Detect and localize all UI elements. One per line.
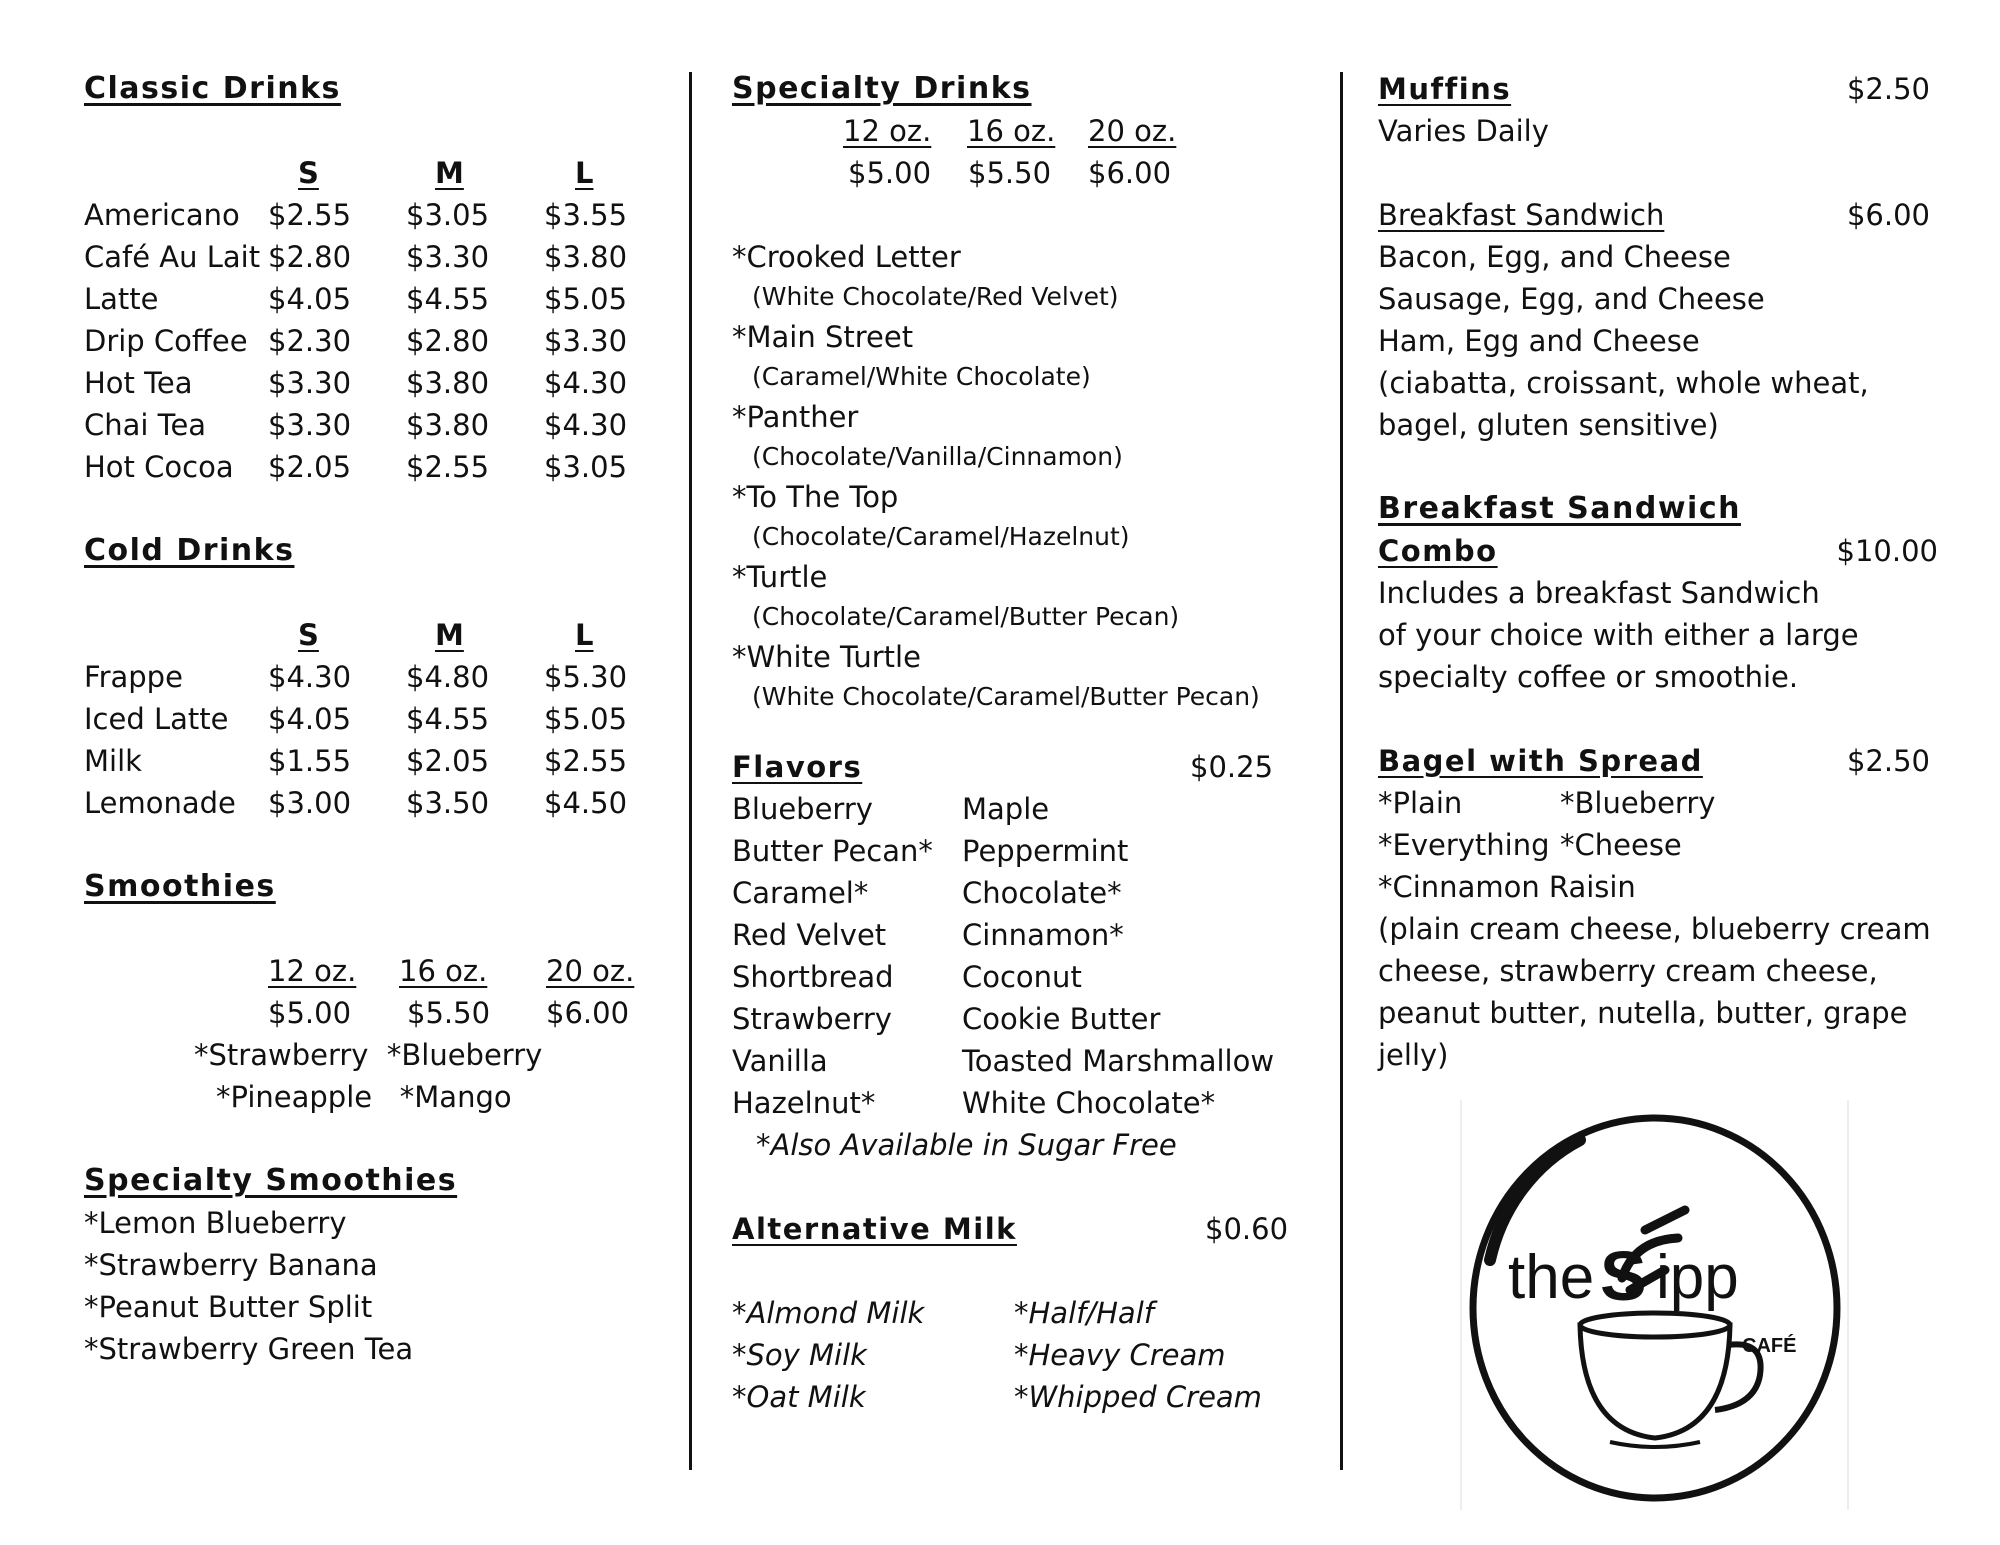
- classic-drink-row: [84, 446, 644, 488]
- size-m: M: [435, 156, 464, 190]
- alt-milk-row: [732, 1292, 1312, 1334]
- column-divider-left: [689, 72, 692, 1470]
- alt-milk-item: *Soy Milk: [732, 1338, 867, 1372]
- classic-drink-row: [84, 404, 644, 446]
- muffins-header: [1378, 68, 1938, 110]
- classic-drink-price-l: $3.80: [544, 240, 628, 274]
- specialty-drink-desc: (White Chocolate/Red Velvet): [752, 282, 1119, 311]
- smoothies-heading: Smoothies: [84, 869, 276, 904]
- bagel-option: *Everything: [1378, 828, 1550, 862]
- specialty-smoothie-item: *Strawberry Banana: [84, 1248, 378, 1282]
- classic-drink-name: Hot Cocoa: [84, 450, 234, 484]
- classic-drink-price-m: $2.55: [406, 450, 490, 484]
- flavor-item: White Chocolate*: [962, 1086, 1216, 1120]
- cold-drink-row: [84, 698, 644, 740]
- specialty-size-16: 16 oz.: [967, 114, 1056, 148]
- flavors-price: $0.25: [1190, 750, 1274, 784]
- smoothie-price-16: $5.50: [407, 996, 491, 1030]
- combo-heading-line1: Breakfast Sandwich: [1378, 491, 1741, 526]
- svg-text:S: S: [1600, 1237, 1647, 1315]
- classic-drink-price-m: $2.80: [406, 324, 490, 358]
- cold-drink-row: [84, 740, 644, 782]
- column-food: [1378, 68, 1938, 1076]
- classic-drink-price-m: $3.80: [406, 408, 490, 442]
- cold-drink-price-l: $4.50: [544, 786, 628, 820]
- flavor-item: Vanilla: [732, 1044, 828, 1078]
- sandwich-line: Bacon, Egg, and Cheese: [1378, 240, 1731, 274]
- cold-drinks-heading: Cold Drinks: [84, 533, 295, 568]
- specialty-drink-name: *Turtle: [732, 560, 828, 594]
- flavor-row: [732, 1082, 1312, 1124]
- flavor-row: [732, 872, 1312, 914]
- classic-drink-price-s: $2.05: [268, 450, 352, 484]
- bagel-option: *Cinnamon Raisin: [1378, 870, 1636, 904]
- specialty-drink-name: *Panther: [732, 400, 859, 434]
- classic-drink-price-s: $2.30: [268, 324, 352, 358]
- flavor-item: Cookie Butter: [962, 1002, 1161, 1036]
- breakfast-sandwich-heading: Breakfast Sandwich: [1378, 198, 1665, 232]
- specialty-prices: [732, 152, 1312, 194]
- bagel-spread-line: (plain cream cheese, blueberry cream: [1378, 912, 1931, 946]
- flavors-header: [732, 746, 1312, 788]
- classic-drink-price-s: $3.30: [268, 408, 352, 442]
- the-sipp-cafe-logo: [1460, 1100, 1850, 1510]
- cold-drink-price-s: $3.00: [268, 786, 352, 820]
- classic-drink-price-s: $4.05: [268, 282, 352, 316]
- bagel-price: $2.50: [1846, 744, 1930, 778]
- breakfast-sandwich-price: $6.00: [1846, 198, 1930, 232]
- specialty-smoothie-item: *Lemon Blueberry: [84, 1206, 347, 1240]
- classic-drink-name: Café Au Lait: [84, 240, 261, 274]
- alt-milk-header: [732, 1208, 1312, 1250]
- smoothie-size-12: 12 oz.: [268, 954, 357, 988]
- cold-drink-price-l: $5.30: [544, 660, 628, 694]
- sandwich-line: (ciabatta, croissant, whole wheat,: [1378, 366, 1869, 400]
- flavor-item: Strawberry: [732, 1002, 892, 1036]
- specialty-drink-name: *Crooked Letter: [732, 240, 961, 274]
- size-l: L: [575, 618, 594, 652]
- combo-line: specialty coffee or smoothie.: [1378, 660, 1799, 694]
- classic-drinks-heading: Classic Drinks: [84, 71, 341, 106]
- specialty-drink-desc: (Chocolate/Vanilla/Cinnamon): [752, 442, 1123, 471]
- bagel-heading: Bagel with Spread: [1378, 744, 1703, 778]
- specialty-price-12: $5.00: [848, 156, 932, 190]
- cold-drink-price-m: $4.80: [406, 660, 490, 694]
- smoothie-price-12: $5.00: [268, 996, 352, 1030]
- specialty-smoothie-item: *Peanut Butter Split: [84, 1290, 373, 1324]
- specialty-drinks-heading: Specialty Drinks: [732, 71, 1032, 106]
- muffins-price: $2.50: [1846, 72, 1930, 106]
- classic-drink-price-l: $4.30: [544, 366, 628, 400]
- bagel-option: *Cheese: [1560, 828, 1682, 862]
- bagel-header: [1378, 740, 1938, 782]
- cold-drink-name: Frappe: [84, 660, 183, 694]
- specialty-size-header: [732, 110, 1312, 152]
- smoothie-size-header: [84, 950, 644, 992]
- size-s: S: [298, 156, 319, 190]
- specialty-drink-desc: (White Chocolate/Caramel/Butter Pecan): [752, 682, 1260, 711]
- specialty-smoothies-heading: Specialty Smoothies: [84, 1163, 458, 1198]
- classic-drink-price-l: $3.05: [544, 450, 628, 484]
- flavor-row: [732, 956, 1312, 998]
- alt-milk-price: $0.60: [1205, 1212, 1289, 1246]
- classic-drink-price-l: $5.05: [544, 282, 628, 316]
- specialty-drink-desc: (Chocolate/Caramel/Butter Pecan): [752, 602, 1180, 631]
- specialty-drink-desc: (Caramel/White Chocolate): [752, 362, 1091, 391]
- size-s: S: [298, 618, 319, 652]
- alt-milk-item: *Almond Milk: [732, 1296, 925, 1330]
- combo-heading-line2: Combo: [1378, 534, 1498, 568]
- alt-milk-heading: Alternative Milk: [732, 1212, 1017, 1246]
- flavor-item: Red Velvet: [732, 918, 887, 952]
- specialty-drink-name: *White Turtle: [732, 640, 921, 674]
- column-divider-right: [1340, 72, 1343, 1470]
- flavor-item: Maple: [962, 792, 1050, 826]
- specialty-drink-name: *To The Top: [732, 480, 899, 514]
- classic-drink-price-l: $3.30: [544, 324, 628, 358]
- flavors-list: [732, 788, 1312, 1124]
- flavor-item: Peppermint: [962, 834, 1129, 868]
- alt-milk-list: [732, 1292, 1312, 1418]
- bagel-option: *Plain: [1378, 786, 1463, 820]
- sugar-free-note: *Also Available in Sugar Free: [756, 1128, 1177, 1162]
- alt-milk-row: [732, 1334, 1312, 1376]
- cold-drink-price-s: $4.30: [268, 660, 352, 694]
- specialty-size-12: 12 oz.: [843, 114, 932, 148]
- alt-milk-item: *Heavy Cream: [1014, 1338, 1226, 1372]
- bagel-option: *Blueberry: [1560, 786, 1716, 820]
- bagel-row: [1378, 824, 1938, 866]
- cold-drink-price-s: $1.55: [268, 744, 352, 778]
- flavor-item: Cinnamon*: [962, 918, 1124, 952]
- cold-drink-name: Milk: [84, 744, 142, 778]
- classic-drink-name: Chai Tea: [84, 408, 207, 442]
- classic-drink-price-m: $3.05: [406, 198, 490, 232]
- specialty-price-20: $6.00: [1088, 156, 1172, 190]
- specialty-price-16: $5.50: [968, 156, 1052, 190]
- smoothie-prices: [84, 992, 644, 1034]
- muffins-heading: Muffins: [1378, 72, 1512, 106]
- cold-drink-row: [84, 782, 644, 824]
- cold-drink-price-m: $2.05: [406, 744, 490, 778]
- classic-drink-name: Drip Coffee: [84, 324, 248, 358]
- classic-drink-row: [84, 236, 644, 278]
- muffins-desc: Varies Daily: [1378, 114, 1549, 148]
- flavor-row: [732, 788, 1312, 830]
- cup-icon: [1580, 1325, 1730, 1438]
- size-l: L: [575, 156, 594, 190]
- cold-drink-name: Lemonade: [84, 786, 236, 820]
- alt-milk-item: *Oat Milk: [732, 1380, 866, 1414]
- cold-size-header: [84, 614, 644, 656]
- flavor-item: Toasted Marshmallow: [962, 1044, 1275, 1078]
- cold-drinks-list: [84, 656, 644, 824]
- specialty-drink-desc: (Chocolate/Caramel/Hazelnut): [752, 522, 1130, 551]
- column-specialty: [732, 68, 1312, 1418]
- flavor-item: Hazelnut*: [732, 1086, 876, 1120]
- cold-drink-price-l: $5.05: [544, 702, 628, 736]
- size-m: M: [435, 618, 464, 652]
- column-drinks: [84, 68, 644, 1370]
- classic-size-header: [84, 152, 644, 194]
- cold-drink-price-m: $4.55: [406, 702, 490, 736]
- bagel-row: [1378, 782, 1938, 824]
- flavor-row: [732, 998, 1312, 1040]
- alt-milk-item: *Half/Half: [1014, 1296, 1154, 1330]
- classic-drinks-list: [84, 194, 644, 488]
- classic-drink-price-l: $4.30: [544, 408, 628, 442]
- cold-drink-price-s: $4.05: [268, 702, 352, 736]
- classic-drink-name: Hot Tea: [84, 366, 193, 400]
- flavor-row: [732, 830, 1312, 872]
- alt-milk-row: [732, 1376, 1312, 1418]
- combo-line: Includes a breakfast Sandwich: [1378, 576, 1820, 610]
- classic-drink-row: [84, 320, 644, 362]
- classic-drink-price-m: $4.55: [406, 282, 490, 316]
- combo-header: [1378, 530, 1938, 572]
- bagel-spread-line: peanut butter, nutella, butter, grape: [1378, 996, 1908, 1030]
- sandwich-line: bagel, gluten sensitive): [1378, 408, 1719, 442]
- flavor-item: Caramel*: [732, 876, 869, 910]
- flavors-heading: Flavors: [732, 750, 863, 784]
- classic-drink-name: Latte: [84, 282, 159, 316]
- combo-price: $10.00: [1836, 534, 1938, 568]
- specialty-drinks-list: [732, 236, 1312, 716]
- classic-drink-row: [84, 194, 644, 236]
- cold-drink-price-l: $2.55: [544, 744, 628, 778]
- smoothie-price-20: $6.00: [546, 996, 630, 1030]
- flavor-item: Shortbread: [732, 960, 894, 994]
- svg-text:CAFÉ: CAFÉ: [1742, 1335, 1797, 1357]
- smoothie-flavors-line1: *Strawberry *Blueberry: [194, 1038, 543, 1072]
- logo-graphic: [1460, 1100, 1850, 1510]
- classic-drink-price-s: $2.80: [268, 240, 352, 274]
- flavor-row: [732, 1040, 1312, 1082]
- combo-line: of your choice with either a large: [1378, 618, 1859, 652]
- classic-drink-price-l: $3.55: [544, 198, 628, 232]
- flavor-item: Chocolate*: [962, 876, 1122, 910]
- classic-drink-price-s: $3.30: [268, 366, 352, 400]
- cold-drink-row: [84, 656, 644, 698]
- classic-drink-row: [84, 278, 644, 320]
- specialty-smoothie-item: *Strawberry Green Tea: [84, 1332, 414, 1366]
- classic-drink-row: [84, 362, 644, 404]
- sandwich-line: Ham, Egg and Cheese: [1378, 324, 1700, 358]
- smoothie-flavors-line2: *Pineapple *Mango: [216, 1080, 512, 1114]
- classic-drink-price-s: $2.55: [268, 198, 352, 232]
- smoothie-size-20: 20 oz.: [546, 954, 635, 988]
- flavor-item: Coconut: [962, 960, 1082, 994]
- cold-drink-name: Iced Latte: [84, 702, 229, 736]
- specialty-size-20: 20 oz.: [1088, 114, 1177, 148]
- sandwich-line: Sausage, Egg, and Cheese: [1378, 282, 1765, 316]
- cold-drink-price-m: $3.50: [406, 786, 490, 820]
- classic-drink-name: Americano: [84, 198, 240, 232]
- svg-text:the: the: [1508, 1243, 1595, 1312]
- breakfast-sandwich-header: [1378, 194, 1938, 236]
- svg-text:ipp: ipp: [1656, 1243, 1739, 1312]
- flavor-row: [732, 914, 1312, 956]
- bagel-spread-line: cheese, strawberry cream cheese,: [1378, 954, 1878, 988]
- bagel-spread-line: jelly): [1378, 1038, 1449, 1072]
- flavor-item: Blueberry: [732, 792, 873, 826]
- flavor-item: Butter Pecan*: [732, 834, 933, 868]
- classic-drink-price-m: $3.80: [406, 366, 490, 400]
- classic-drink-price-m: $3.30: [406, 240, 490, 274]
- smoothie-size-16: 16 oz.: [399, 954, 488, 988]
- alt-milk-item: *Whipped Cream: [1014, 1380, 1262, 1414]
- specialty-drink-name: *Main Street: [732, 320, 914, 354]
